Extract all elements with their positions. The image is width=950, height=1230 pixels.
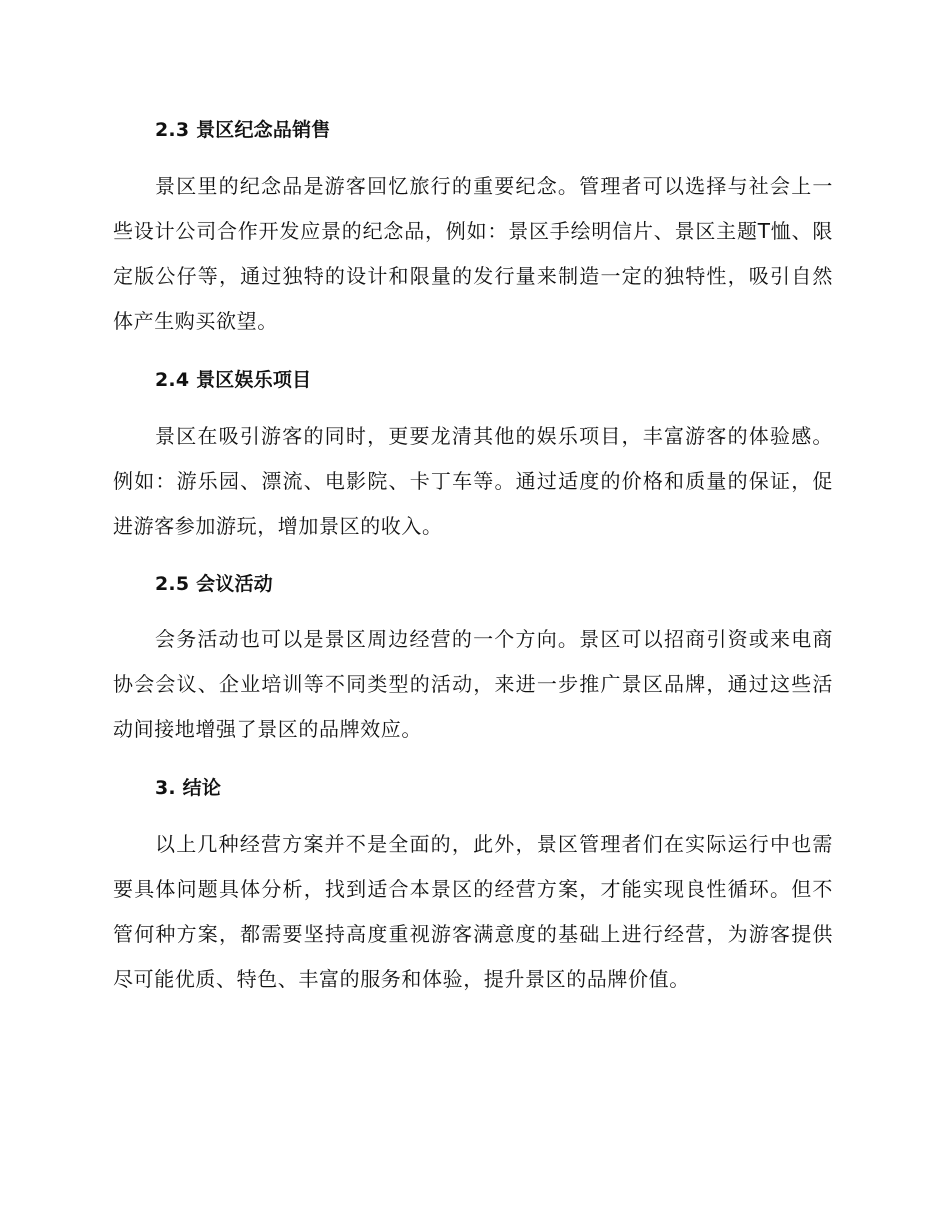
section-body-2-5: 会务活动也可以是景区周边经营的一个方向。景区可以招商引资或来电商协会会议、企业培训等不同类型的活动，来进一步推广景区品牌，通过这些活动间接地增强了景区的品牌效应。 [113,627,833,741]
section-heading-2-3: 2.3 景区纪念品销售 [155,119,331,141]
section-body-2-3: 景区里的纪念品是游客回忆旅行的重要纪念。管理者可以选择与社会上一些设计公司合作开发应景的纪念品，例如：景区手绘明信片、景区主题T恤、限定版公仔等，通过独特的设计和限量的发行量来制造一定的独特性，吸引自然体产生购买欲望。 [113,174,833,333]
section-heading-3-conclusion: 3. 结论 [155,777,222,799]
section-body-2-4: 景区在吸引游客的同时，更要龙清其他的娱乐项目，丰富游客的体验感。例如：游乐园、漂流、电影院、卡丁车等。通过适度的价格和质量的保证，促进游客参加游玩，增加景区的收入。 [113,424,833,538]
section-heading-2-4: 2.4 景区娱乐项目 [155,369,312,391]
section-heading-2-5: 2.5 会议活动 [155,573,273,595]
section-body-3-conclusion: 以上几种经营方案并不是全面的，此外，景区管理者们在实际运行中也需要具体问题具体分析，找到适合本景区的经营方案，才能实现良性循环。但不管何种方案，都需要坚持高度重视游客满意度的基础上进行经营，为游客提供尽可能优质、特色、丰富的服务和体验，提升景区的品牌价值。 [113,832,833,991]
